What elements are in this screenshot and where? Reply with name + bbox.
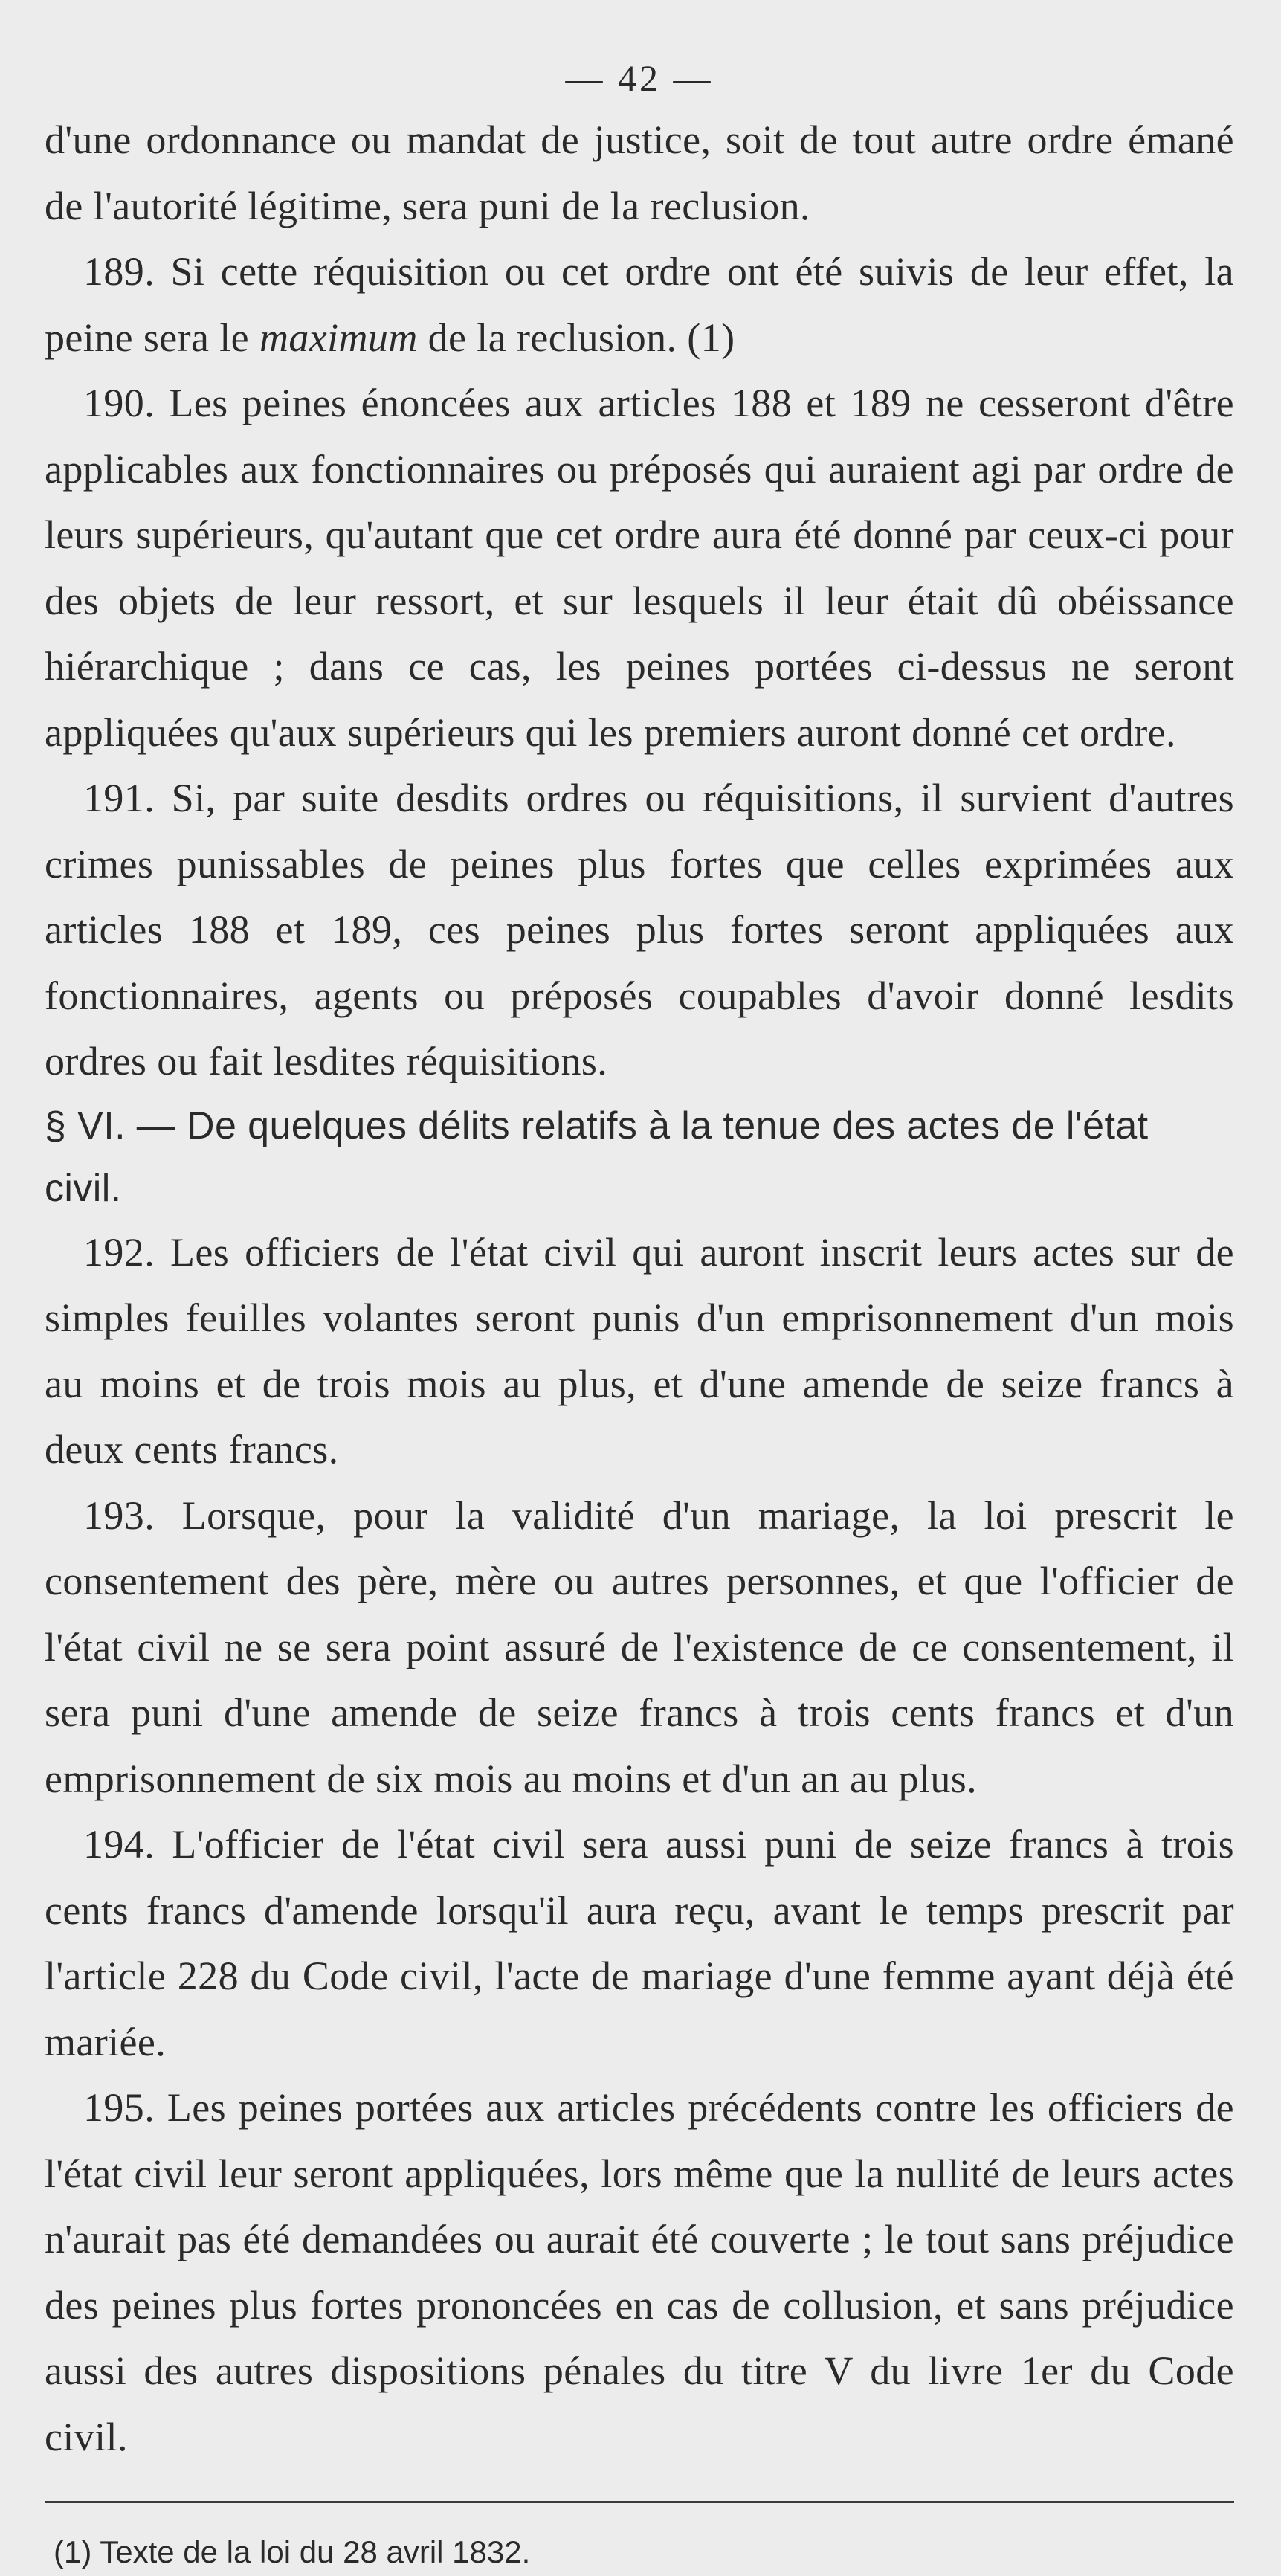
article-195: 195. Les peines portées aux articles précédents contre les officiers de l'état civil leur seront appliquées, lors même que la nullité de leurs actes n'aurait pas été demandées ou aurait été couverte ; le tout sans préjudice des peines plus fortes prononcées en cas de collusion, et sans préjudice aussi des autres dispositions pénales du titre V du livre 1er du Code civil.	[45, 2085, 1234, 2459]
article-192: 192. Les officiers de l'état civil qui auront inscrit leurs actes sur de simples feuilles volantes seront punis d'un emprisonnement d'un mois au moins et de trois mois au plus, et d'une amende de seize francs à deux cents francs.	[45, 1229, 1234, 1472]
article-189-emphasis: maximum	[259, 315, 418, 360]
article-191: 191. Si, par suite desdits ordres ou réquisitions, il survient d'autres crimes punissables de peines plus fortes que celles exprimées aux articles 188 et 189, ces peines plus fortes seront appliquées aux fonctionnaires, agents ou préposés coupables d'avoir donné lesdits ordres ou fait lesdites réquisitions.	[45, 776, 1234, 1083]
continued-paragraph: d'une ordonnance ou mandat de justice, soit de tout autre ordre émané de l'autorité légitime, sera puni de la reclusion.	[45, 117, 1234, 228]
article-189	[45, 239, 1234, 370]
main-text	[45, 107, 1234, 2470]
article-193: 193. Lorsque, pour la validité d'un mariage, la loi prescrit le consentement des père, mère ou autres personnes, et que l'officier de l'état civil ne se sera point assuré de l'existence de ce consentement, il sera puni d'une amende de seize francs à trois cents francs et d'un emprisonnement de six mois au moins et d'un an au plus.	[45, 1493, 1234, 1801]
article-190: 190. Les peines énoncées aux articles 188 et 189 ne cesseront d'être applicables aux fonctionnaires ou préposés qui auraient agi par ordre de leurs supérieurs, qu'autant que cet ordre aura été donné par ceux-ci pour des objets de leur ressort, et sur lesquels il leur était dû obéissance hiérarchique ; dans ce cas, les peines portées ci-dessus ne seront appliquées qu'aux supérieurs qui les premiers auront donné cet ordre.	[45, 381, 1234, 755]
article-194: 194. L'officier de l'état civil sera aussi puni de seize francs à trois cents francs d'amende lorsqu'il aura reçu, avant le temps prescrit par l'article 228 du Code civil, l'acte de mariage d'une femme ayant déjà été mariée.	[45, 1822, 1234, 2064]
footnote-divider	[45, 2501, 1234, 2503]
page-number-header: — 42 —	[565, 57, 714, 99]
article-189-part-2: de la reclusion. (1)	[417, 315, 735, 360]
article-189-part-1: 189. Si cette réquisition ou cet ordre ont été suivis de leur effet, la peine sera le	[45, 249, 1234, 360]
footnote: (1) Texte de la loi du 28 avril 1832.	[54, 2534, 531, 2569]
section-heading-vi: § VI. — De quelques délits relatifs à la tenue des actes de l'état civil.	[45, 1104, 1149, 1210]
